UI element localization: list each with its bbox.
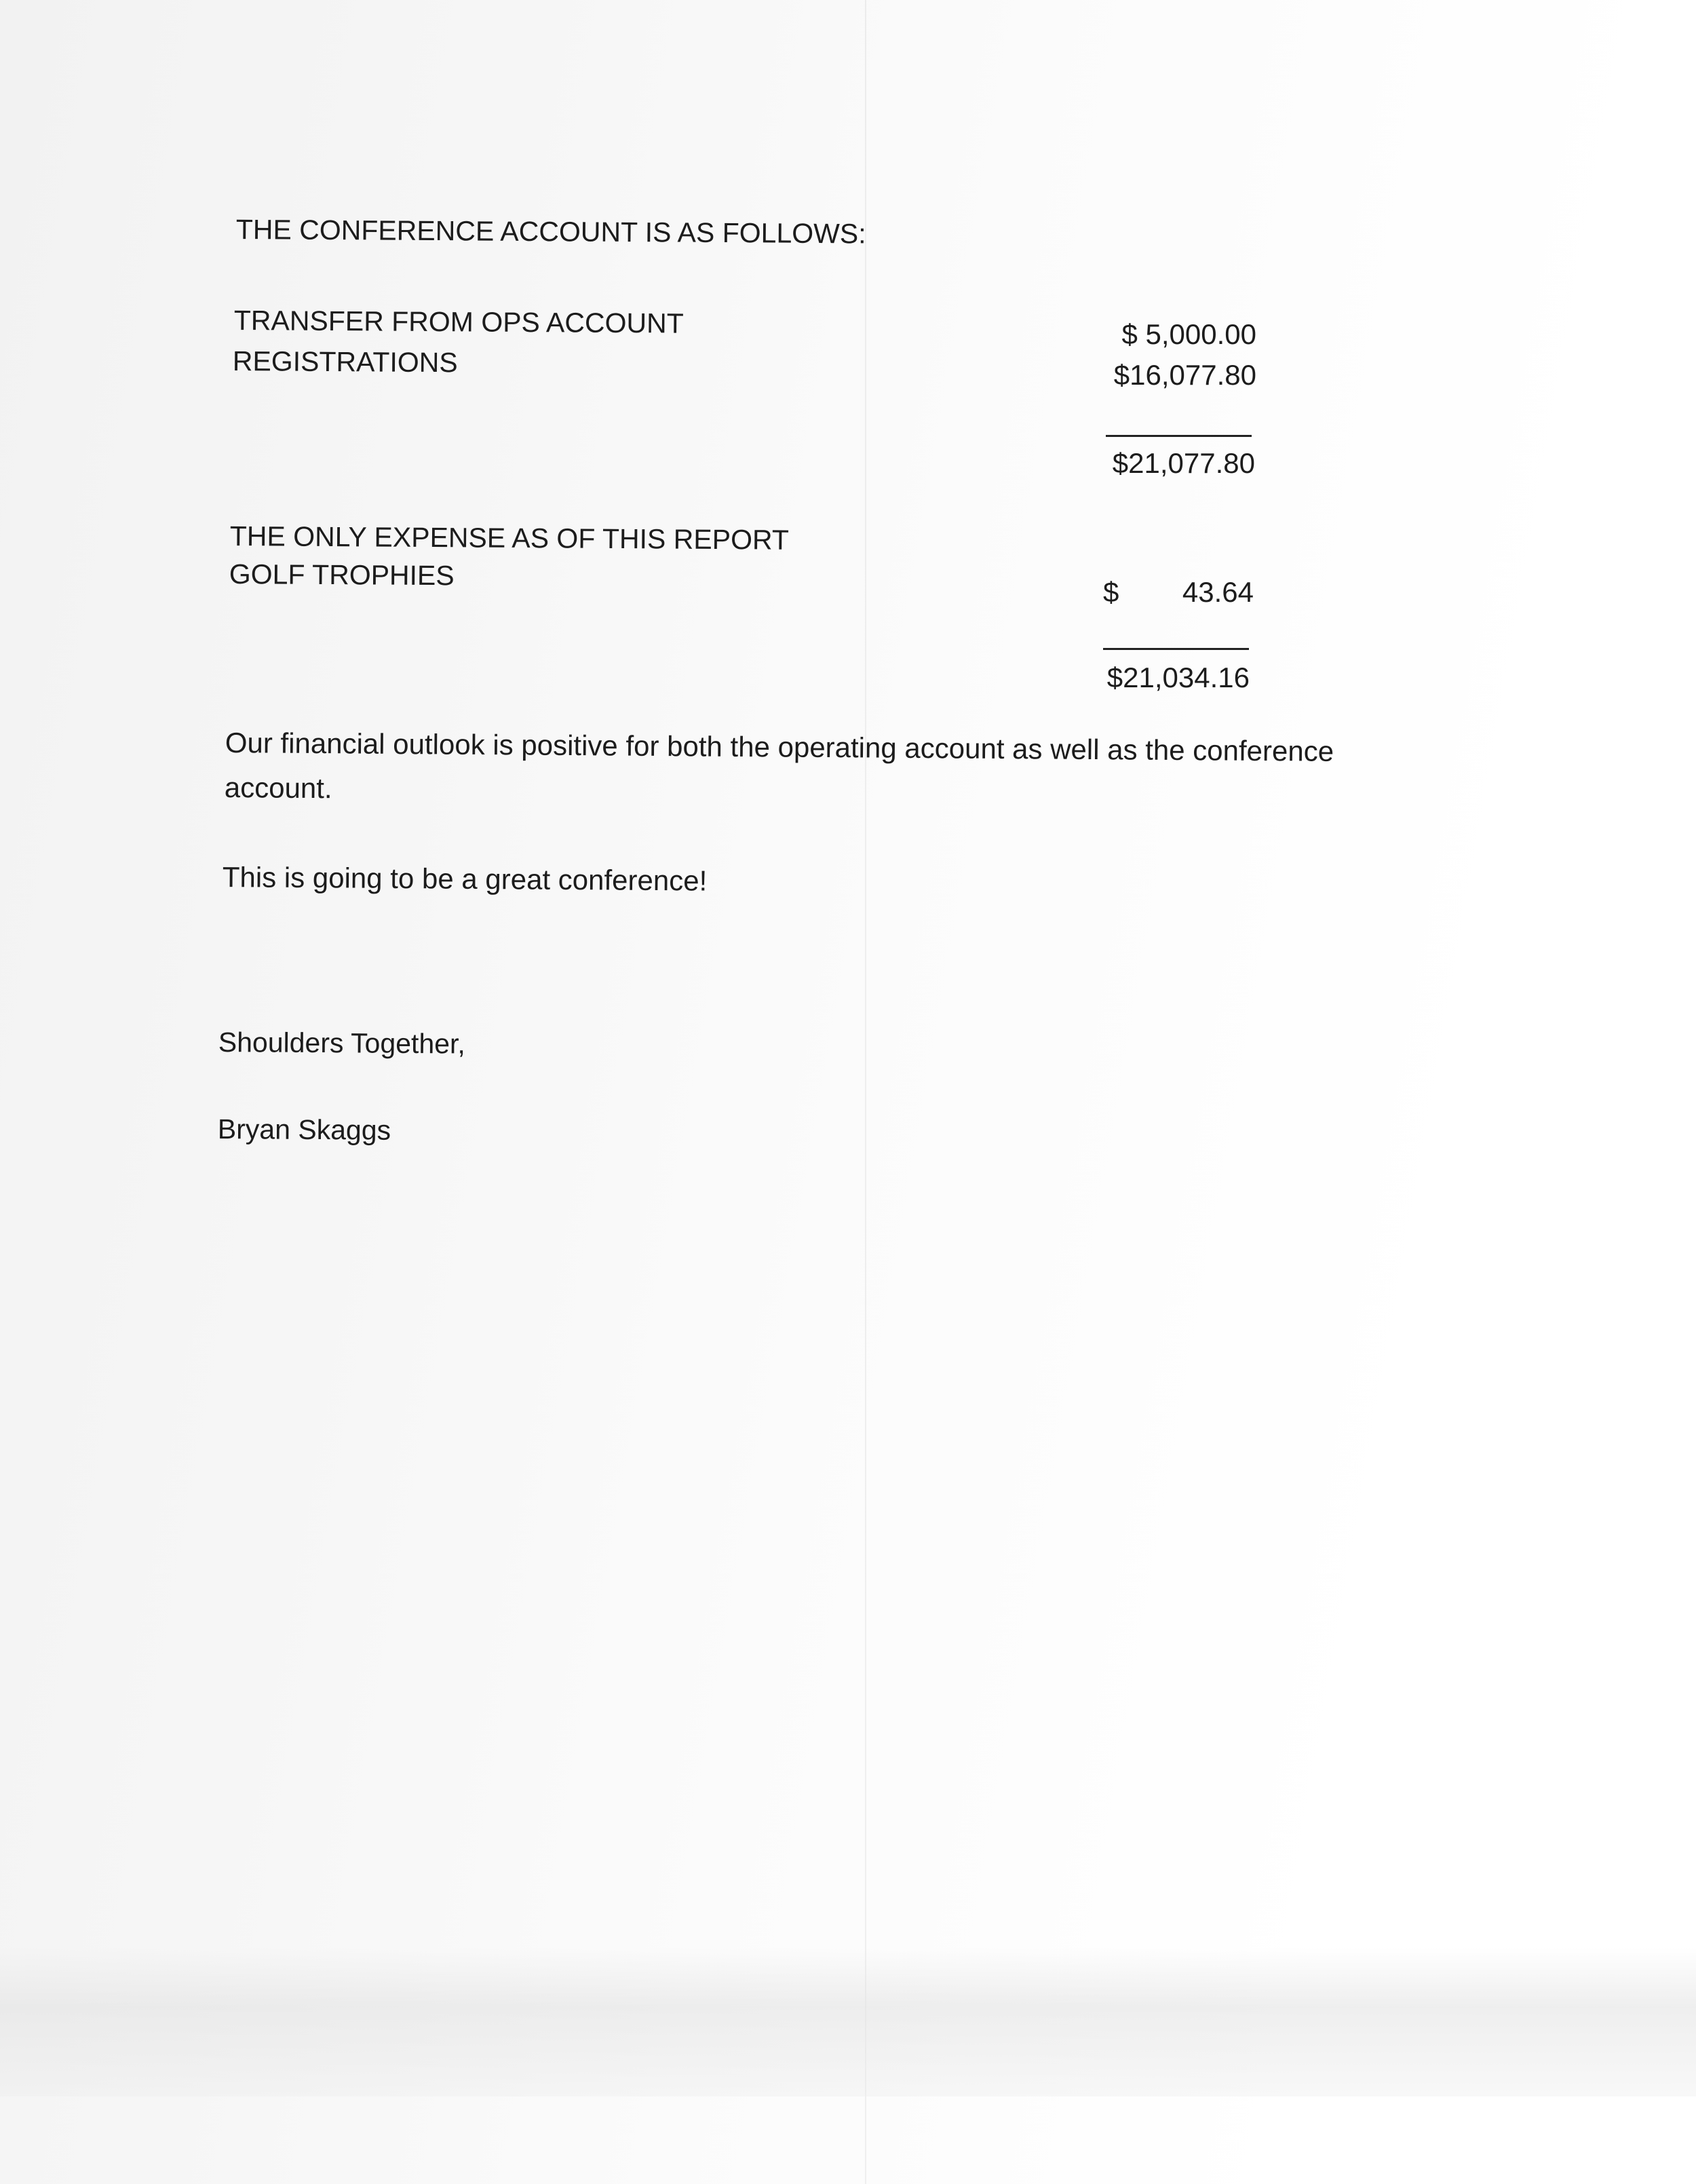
expense-label-golf-trophies: GOLF TROPHIES — [229, 558, 455, 592]
income-amount-registrations: $16,077.80 — [1113, 359, 1256, 391]
expense-currency-symbol: $ — [1103, 576, 1119, 608]
closing-salutation: Shoulders Together, — [218, 1027, 465, 1060]
expense-heading: THE ONLY EXPENSE AS OF THIS REPORT — [229, 520, 790, 556]
subtotal-rule — [1106, 435, 1252, 437]
balance-rule — [1103, 648, 1249, 650]
income-amount-transfer: $ 5,000.00 — [1121, 318, 1256, 350]
account-heading: THE CONFERENCE ACCOUNT IS AS FOLLOWS: — [235, 214, 866, 250]
scan-shadow-band — [0, 1947, 1696, 2096]
outlook-paragraph-line2: account. — [224, 771, 332, 805]
expense-amount-golf-trophies: 43.64 — [1182, 576, 1254, 608]
scan-fold-line — [865, 0, 866, 2184]
conference-paragraph: This is going to be a great conference! — [222, 861, 708, 897]
income-label-registrations: REGISTRATIONS — [232, 345, 458, 379]
expense-balance: $21,034.16 — [1106, 662, 1250, 693]
signature-name: Bryan Skaggs — [217, 1113, 391, 1146]
income-label-transfer: TRANSFER FROM OPS ACCOUNT — [233, 305, 684, 339]
income-subtotal: $21,077.80 — [1112, 447, 1255, 479]
outlook-paragraph-line1: Our financial outlook is positive for both the operating account as well as the conference — [225, 727, 1334, 767]
